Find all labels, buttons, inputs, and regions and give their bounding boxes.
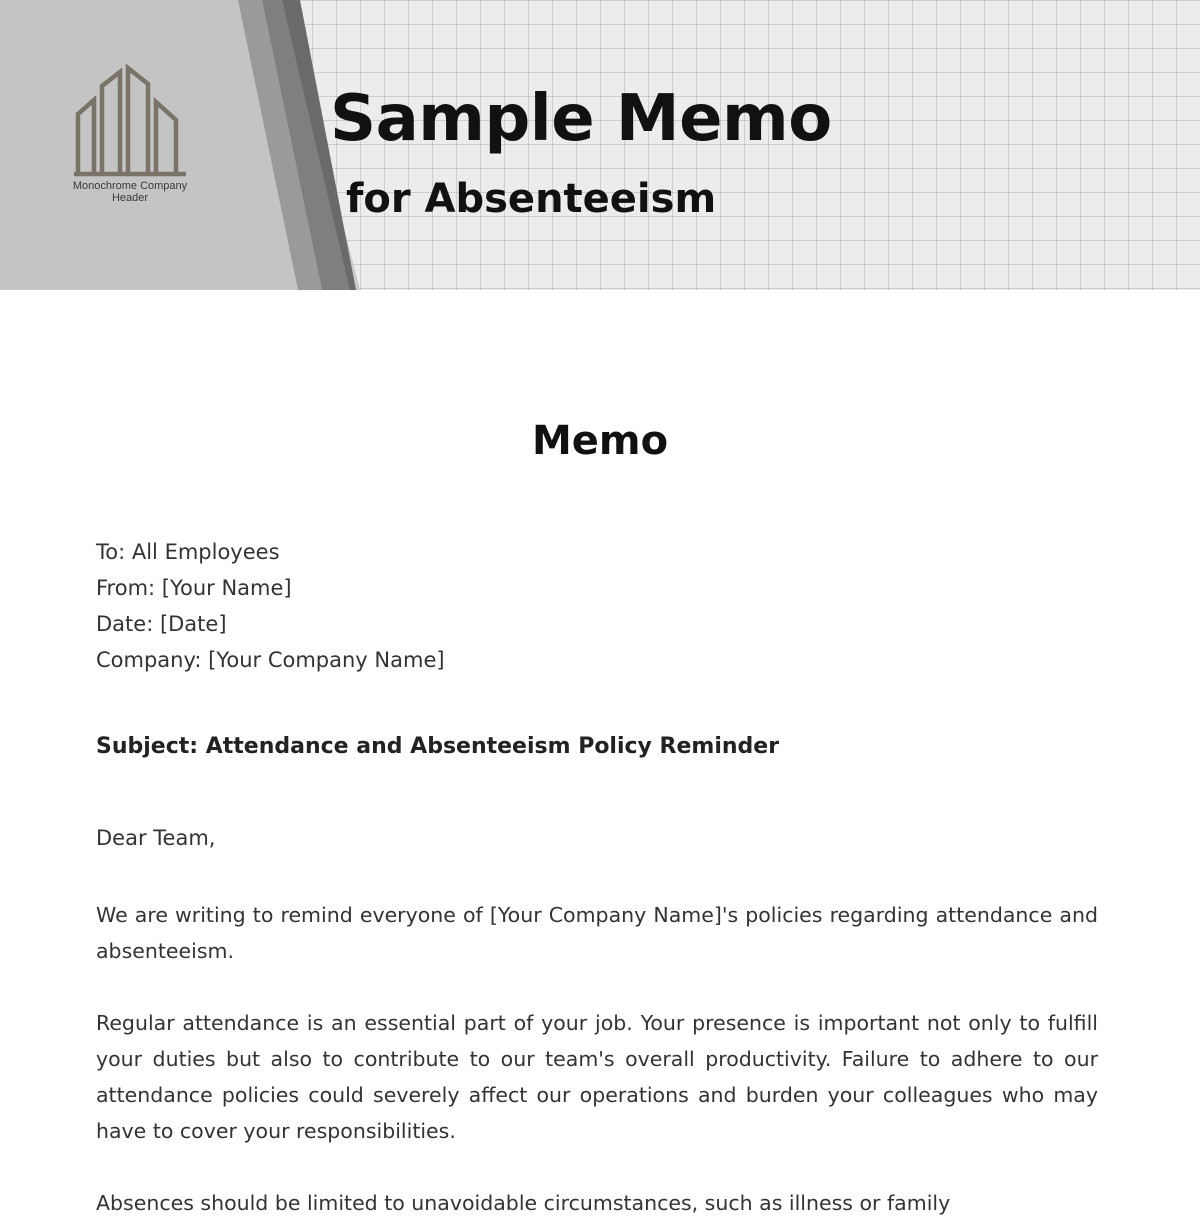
meta-to: To: All Employees: [96, 540, 280, 564]
header-banner: [0, 0, 1200, 290]
meta-date: Date: [Date]: [96, 612, 227, 636]
logo-text-line2: Header: [111, 192, 149, 204]
memo-paragraph-1: We are writing to remind everyone of [Your Company Name]'s policies regarding attendance and absenteeism.: [96, 903, 1098, 963]
logo-text-line1: Monochrome Company: [72, 180, 188, 192]
memo-paragraph-2: Regular attendance is an essential part of your job. Your presence is important not only to fulfill your duties but also to contribute to our team's overall productivity. Failure to adhere to our attendance policies could severely affect our operations and burden your colleagues who may have to cover your responsibilities.: [96, 1011, 1098, 1143]
memo-paragraph-3: Absences should be limited to unavoidable circumstances, such as illness or family: [96, 1191, 951, 1215]
memo-meta: [96, 534, 445, 678]
logo-text: [60, 180, 200, 204]
memo-title: Memo: [531, 418, 669, 464]
meta-from: From: [Your Name]: [96, 576, 292, 600]
banner-subtitle: for Absenteeism: [346, 176, 717, 222]
meta-company: Company: [Your Company Name]: [96, 648, 445, 672]
memo-subject: Subject: Attendance and Absenteeism Policy Reminder: [96, 734, 780, 759]
building-logo-icon: [72, 66, 188, 176]
banner-title: Sample Memo: [330, 82, 832, 156]
memo-greeting: Dear Team,: [96, 826, 216, 850]
company-logo: [60, 66, 200, 204]
